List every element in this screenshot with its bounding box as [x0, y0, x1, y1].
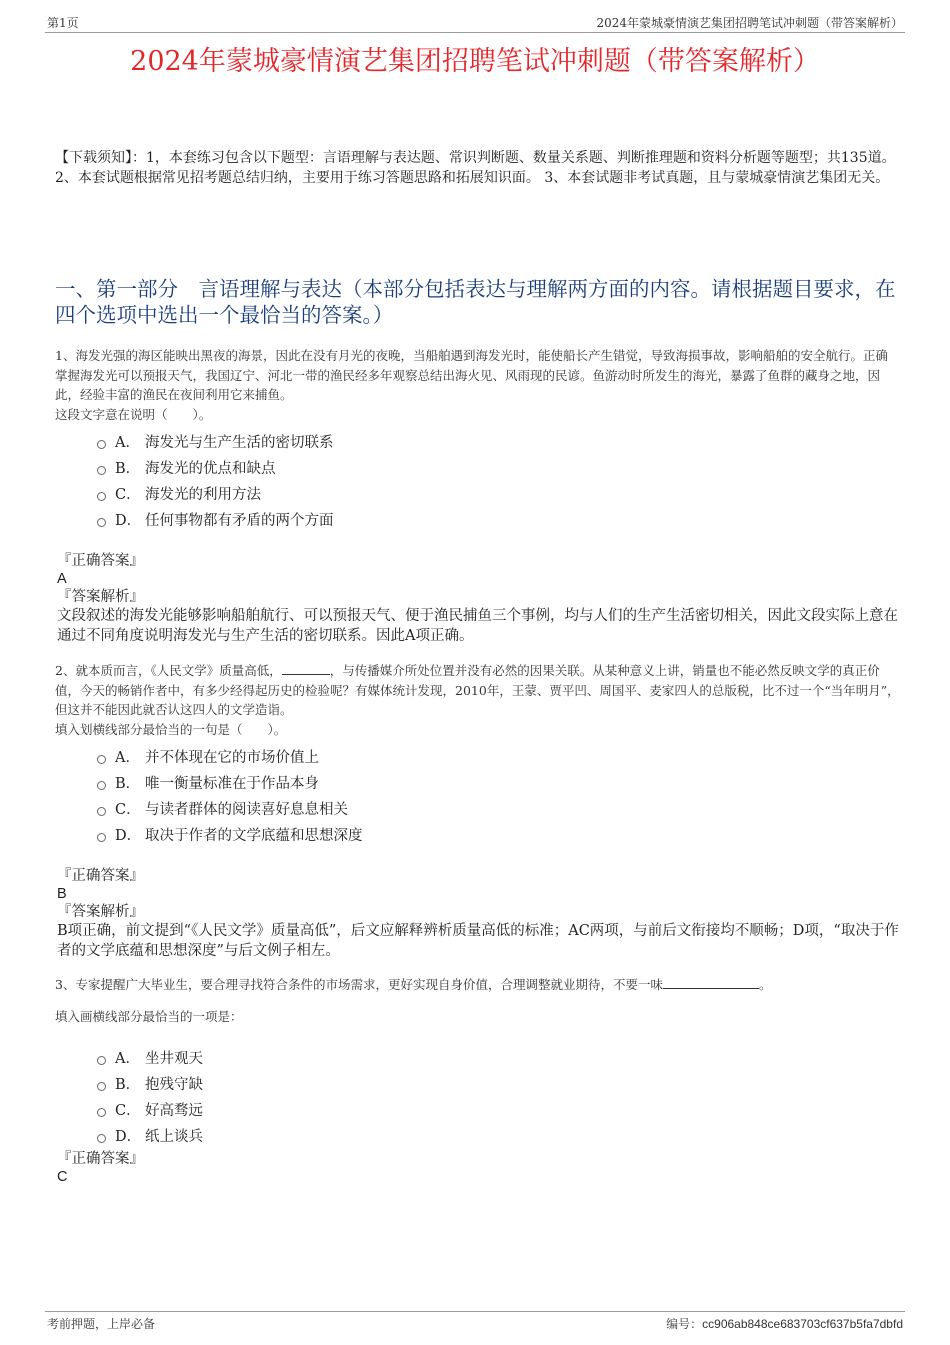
radio-icon[interactable]	[97, 833, 106, 842]
radio-icon[interactable]	[97, 781, 106, 790]
answer-value: A	[57, 571, 67, 587]
radio-icon[interactable]	[97, 807, 106, 816]
explanation-label: 『答案解析』	[57, 904, 144, 920]
explanation-text: 文段叙述的海发光能够影响船舶航行、可以预报天气、便于渔民捕鱼三个事例，均与人们的生产生活密切相关，因此文段实际上意在通过不同角度说明海发光与生产生活的密切联系。因此A项正确。	[57, 608, 898, 644]
option-c[interactable]: C． 好高骛远	[97, 1098, 900, 1124]
radio-icon[interactable]	[97, 755, 106, 764]
download-notice: 【下载须知】：1，本套练习包含以下题型：言语理解与表达题、常识判断题、数量关系题、判断推理题和资料分析题等题型；共135道。 2、本套试题根据常见招考题总结归纳，主要用于练习答题思路和拓展知识面。 3、本套试题非考试真题，且与蒙城豪情演艺集团无关。	[55, 150, 896, 186]
option-list	[97, 430, 900, 534]
document-title: 2024年蒙城豪情演艺集团招聘笔试冲刺题（带答案解析）	[130, 46, 820, 77]
option-a[interactable]: A． 并不体现在它的市场价值上	[97, 745, 900, 771]
answer-label: 『正确答案』	[57, 1151, 144, 1167]
option-d[interactable]: D． 取决于作者的文学底蕴和思想深度	[97, 823, 900, 849]
option-c[interactable]: C． 与读者群体的阅读喜好息息相关	[97, 797, 900, 823]
option-a[interactable]: A． 坐井观天	[97, 1046, 900, 1072]
question-3	[55, 974, 900, 1186]
question-prompt: 填入画横线部分最恰当的一项是：	[55, 1008, 243, 1024]
section-heading: 一、第一部分 言语理解与表达（本部分包括表达与理解两方面的内容。请根据题目要求，在四个选项中选出一个最恰当的答案。）	[55, 277, 896, 327]
option-a[interactable]: A． 海发光与生产生活的密切联系	[97, 430, 900, 456]
footer-slogan: 考前押题，上岸必备	[47, 1317, 156, 1331]
question-2	[55, 660, 900, 961]
page-header	[45, 14, 905, 33]
radio-icon[interactable]	[97, 518, 106, 527]
question-text: 1、海发光强的海区能映出黑夜的海景，因此在没有月光的夜晚，当船舶遇到海发光时，能使船长产生错觉，导致海损事故，影响船舶的安全航行。正确掌握海发光可以预报天气，我国辽宁、河北一带的渔民经多年观察总结出海火见、风雨现的民谚。鱼游动时所发生的海光，暴露了鱼群的藏身之地，因此，经验丰富的渔民在夜间利用它来捕鱼。	[55, 348, 888, 402]
explanation-label: 『答案解析』	[57, 589, 144, 605]
question-text: 3、专家提醒广大毕业生，要合理寻找符合条件的市场需求，更好实现自身价值，合理调整就业期待，不要一味 。	[55, 974, 900, 995]
option-c[interactable]: C． 海发光的利用方法	[97, 482, 900, 508]
radio-icon[interactable]	[97, 1082, 106, 1091]
option-b[interactable]: B． 抱残守缺	[97, 1072, 900, 1098]
option-b[interactable]: B． 海发光的优点和缺点	[97, 456, 900, 482]
answer-label: 『正确答案』	[57, 868, 144, 884]
answer-value: C	[57, 1169, 68, 1185]
radio-icon[interactable]	[97, 466, 106, 475]
option-d[interactable]: D． 任何事物都有矛盾的两个方面	[97, 508, 900, 534]
radio-icon[interactable]	[97, 440, 106, 449]
question-text: 2、就本质而言，《人民文学》质量高低， ，与传播媒介所处位置并没有必然的因果关联。从某种意义上讲，销量也不能必然反映文学的真正价值，今天的畅销作者中，有多少经得起历史的检验呢？有媒体统计发现，2010年，王蒙、贾平凹、周国平、麦家四人的总版税，比不过一个“当年明月”，但这并不能因此就否认这四人的文学造诣。	[55, 660, 900, 720]
option-d[interactable]: D． 纸上谈兵	[97, 1124, 900, 1150]
radio-icon[interactable]	[97, 1134, 106, 1143]
page-number: 第1页	[47, 16, 79, 30]
fill-blank	[663, 974, 759, 989]
question-prompt: 填入划横线部分最恰当的一句是（ ）。	[55, 721, 287, 737]
radio-icon[interactable]	[97, 1056, 106, 1065]
answer-value: B	[57, 886, 67, 902]
header-doc-title: 2024年蒙城豪情演艺集团招聘笔试冲刺题（带答案解析）	[596, 16, 903, 30]
question-1	[55, 346, 900, 646]
document-code: 编号：cc906ab848ce683703cf637b5fa7dbfd	[666, 1317, 903, 1331]
question-prompt: 这段文字意在说明（ ）。	[55, 406, 212, 422]
fill-blank	[282, 660, 330, 675]
explanation-text: B项正确，前文提到“《人民文学》质量高低”，后文应解释辨析质量高低的标准；AC两项，与前后文衔接均不顺畅；D项，“取决于作者的文学底蕴和思想深度”与后文例子相左。	[57, 923, 899, 959]
radio-icon[interactable]	[97, 492, 106, 501]
answer-label: 『正确答案』	[57, 553, 144, 569]
option-list	[97, 1046, 900, 1150]
option-b[interactable]: B． 唯一衡量标准在于作品本身	[97, 771, 900, 797]
page-footer	[45, 1311, 905, 1332]
radio-icon[interactable]	[97, 1108, 106, 1117]
option-list	[97, 745, 900, 849]
